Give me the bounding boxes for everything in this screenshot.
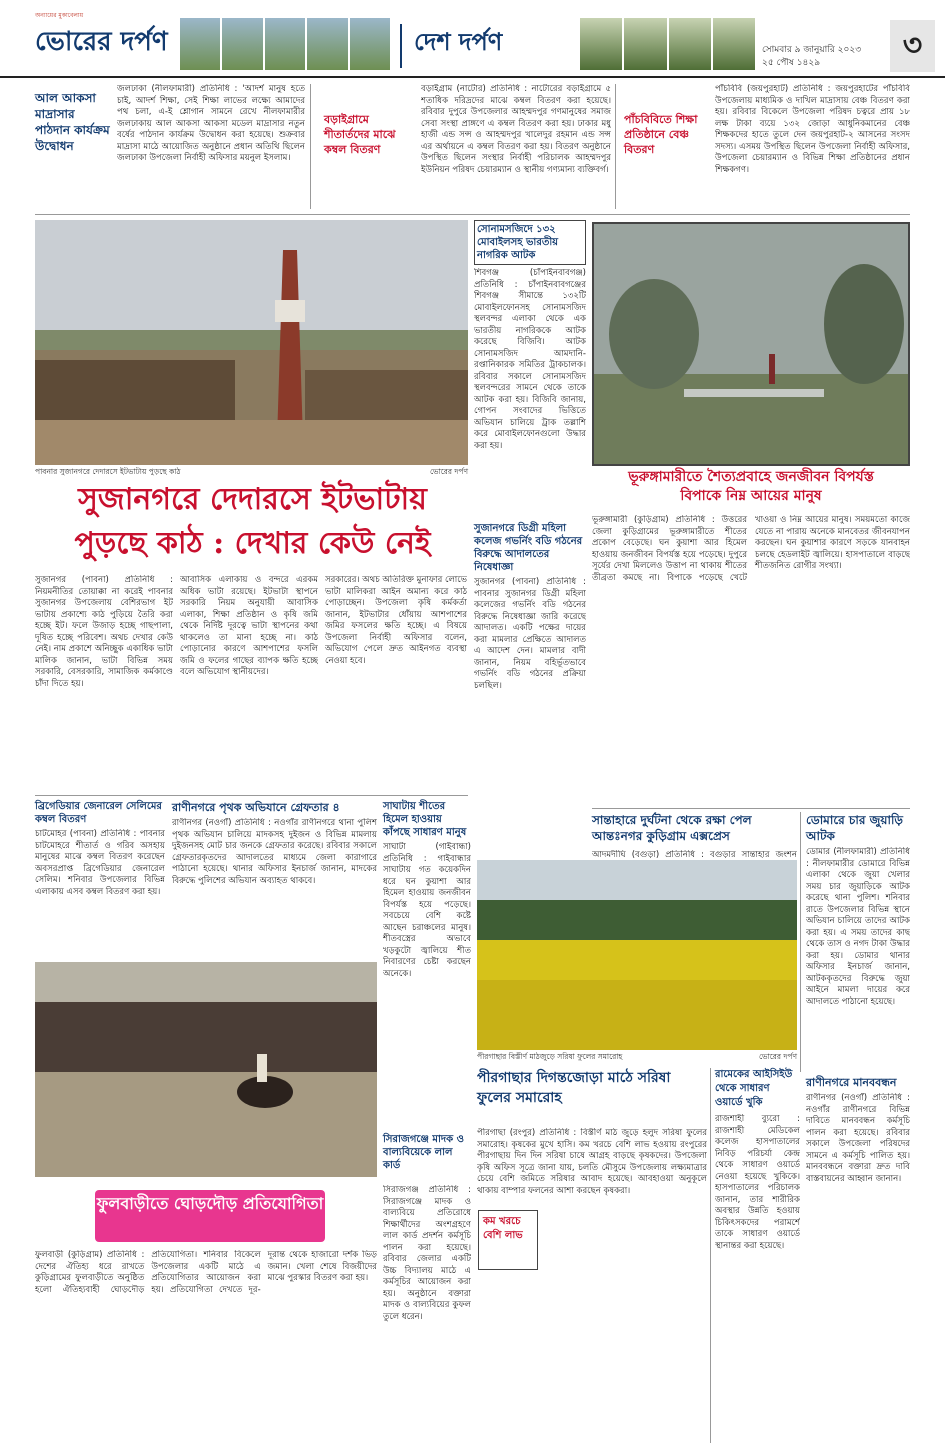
brief-alaksa <box>35 84 305 214</box>
train-body: আদমদীঘি (বগুড়া) প্রতিনিধি : বগুড়ার সান্তাহার জংশন <box>592 850 797 860</box>
article-body: সাঘাটা (গাইবান্ধা) প্রতিনিধি : গাইবান্ধার সাঘাটায় গত কয়েকদিন ধরে ঘন কুয়াশা আর হিমেল হাওয়ায় জনজীবন বিপর্যস্ত হয়ে পড়েছে। সবচেয়ে বেশি কষ্টে আছেন চরাঞ্চলের মানুষ। শীতবস্ত্রের অভাবে খড়কুটো জ্বালিয়ে শীত নিবারণের চেষ্টা করছেন অনেকে। <box>383 842 471 979</box>
horse-race-title-box <box>95 1190 325 1242</box>
siraj-headline <box>383 1133 471 1173</box>
article-title: ডোমারে চার জুয়াড়ি আটক <box>806 813 903 843</box>
newspaper-name: ভোরের দর্পণ <box>35 27 168 57</box>
section-title: দেশ দর্পণ <box>400 24 570 68</box>
column-divider <box>710 1068 711 1443</box>
mustard-photo-caption: পীরগাছার বিস্তীর্ণ মাঠজুড়ে সরিষা ফুলের সমারোহ <box>477 1052 623 1061</box>
pirgacha-headline <box>477 1068 707 1128</box>
mustard-field-photo <box>477 860 797 1050</box>
article-title: পীরগাছার দিগন্তজোড়া মাঠে সরিষা ফুলের সমারোহ <box>477 1070 671 1106</box>
article-chatmohar <box>35 800 165 960</box>
article-title: সুজানগরে ডিগ্রী মহিলা কলেজ গভর্নিং বডি গঠনের বিরুদ্ধে আদালতের নিষেধাজ্ঞা <box>474 523 583 573</box>
column-divider <box>615 84 616 209</box>
lead-headline <box>35 478 470 570</box>
date-gregorian: সোমবার ৯ জানুয়ারি ২০২৩ <box>762 45 862 55</box>
lead-headline-line1: সুজানগরে দেদারসে ইটভাটায় <box>78 482 427 517</box>
article-title: সিরাজগঞ্জে মাদক ও বাল্যবিয়েকে লাল কার্ড <box>383 1134 464 1171</box>
article-title: সোনামসজিদে ১৩২ মোবাইলসহ ভারতীয় নাগরিক আটক <box>474 220 586 265</box>
article-body: রাণীনগর (নওগাঁ) প্রতিনিধি : নওগাঁর রাণীনগরে থানা পুলিশ পৃথক অভিযান চালিয়ে মাদকসহ দুইজন ও বিভিন্ন মামলায় দুইজনসহ মোট চার জনকে গ্রেফতার করেছে। রবিবার সকালে গ্রেফতারকৃতদের আদালতের মাধ্যমে জেলা কারাগারে পাঠানো হয়েছে। থানার অফিসার ইনচার্জ জানান, মাদকের বিরুদ্ধে পুলিশের অভিযান অব্যাহত থাকবে। <box>172 818 377 886</box>
article-body: শিবগঞ্জ (চাঁপাইনবাবগঞ্জ) প্রতিনিধি : চাঁপাইনবাবগঞ্জের শিবগঞ্জ সীমান্তে ১৩২টি মোবাইলফোনসহ সোনামসজিদ স্থলবন্দর এলাকা থেকে এক ভারতীয় নাগরিককে আটক করেছে বিজিবি। আটক সোনামসজিদ আমদানি-রপ্তানিকারক সমিতির ট্রাকচালক। রবিবার সকালে সোনামসজিদ স্থলবন্দরের সামনে থেকে তাকে আটক করা হয়। বিজিবি জানায়, গোপন সংবাদের ভিত্তিতে অভিযান চালিয়ে ট্রাক তল্লাশি করে মোবাইলফোনগুলো উদ্ধার করা হয়। <box>474 268 586 451</box>
article-shaghata <box>383 800 471 1130</box>
horse-race-illustration <box>35 962 377 1177</box>
row-divider <box>592 808 910 809</box>
mustard-field-illustration <box>477 860 797 1050</box>
header-photo-strip <box>180 18 390 70</box>
pirgacha-body: পীরগাছা (রংপুর) প্রতিনিধি : বিস্তীর্ণ মাঠ জুড়ে হলুদ সরিষা ফুলের সমারোহ। কৃষকের মুখে হাসি। কম খরচে বেশি লাভ হওয়ায় রংপুরের পীরগাছায় দিন দিন সরিষা চাষে আগ্রহ বাড়ছে কৃষকদের। উপজেলা কৃষি অফিস সূত্রে জানা যায়, চলতি মৌসুমে উপজেলায় লক্ষ্যমাত্রার চেয়ে বেশি জমিতে সরিষার আবাদ হয়েছে। আবহাওয়া অনুকূলে থাকায় বাম্পার ফলনের আশা করছেন কৃষকরা। <box>477 1128 707 1196</box>
article-rameck <box>715 1068 800 1445</box>
date-bengali: ২৫ পৌষ ১৪২৯ <box>762 58 821 68</box>
brief-title: পাঁচবিবিতে শিক্ষা প্রতিষ্ঠানে বেঞ্চ বিতরণ <box>624 113 698 156</box>
horse-race-photo <box>35 962 377 1177</box>
cold-headline <box>592 468 910 512</box>
brief-title: আল আকসা মাদ্রাসার পাঠদান কার্যক্রম উদ্বোধন <box>35 91 110 153</box>
masthead <box>0 0 945 78</box>
row-divider <box>35 214 910 215</box>
brief-body: জলঢাকা (নীলফামারী) প্রতিনিধি : 'আদর্শ মানুষ হতে চাই, আদর্শ শিক্ষা, সেই শিক্ষা লাভের লক্ষ্যে আমাদের পথ চলা, এ-ই শ্লোগান সামনে রেখে নীলফামারীর জলঢাকায় আল আকসা আকসা মডেল মাদ্রাসার নতুন বর্ষের পাঠদান কার্যক্রম উদ্বোধন করা হয়েছে। শুক্রবার মাদ্রাসা মাঠে আয়োজিত অনুষ্ঠানে প্রধান অতিথি ছিলেন জলঢাকা উপজেলা নির্বাহী অফিসার ময়নুল ইসলাম। <box>117 84 305 163</box>
brief-baraigram <box>316 84 611 214</box>
article-gamblers <box>806 812 910 1072</box>
article-body: ফুলবাড়ী (কুড়িগ্রাম) প্রতিনিধি : দেশের ঐতিহ্য ধরে রাখতে কুড়িগ্রামের ফুলবাড়ীতে অনুষ্ঠিত হলো ঐতিহ্যবাহী ঘোড়দৌড় প্রতিযোগিতা। শনিবার বিকেলে উপজেলার একটি মাঠে এ প্রতিযোগিতার আয়োজন করা হয়। প্রতিযোগিতা দেখতে দূর-দূরান্ত থেকে হাজারো দর্শক ভিড় জমান। খেলা শেষে বিজয়ীদের মাঝে পুরস্কার বিতরণ করা হয়। <box>35 1250 377 1295</box>
article-title: ব্রিগেডিয়ার জেনারেল সেলিমের কম্বল বিতরণ <box>35 801 162 825</box>
brief-title: বড়াইগ্রামে শীতার্তদের মাঝে কম্বল বিতরণ <box>324 113 396 156</box>
article-body: রাজশাহী ব্যুরো : রাজশাহী মেডিকেল কলেজ হাসপাতালের নিবিড় পরিচর্যা কেন্দ্র থেকে সাধারণ ওয়ার্ডে নেওয়া হয়েছে খুকিকে। হাসপাতালের পরিচালক জানান, তার শারীরিক অবস্থার উন্নতি হওয়ায় চিকিৎসকদের পরামর্শে তাকে সাধারণ ওয়ার্ডে স্থানান্তর করা হয়েছে। <box>715 1114 800 1251</box>
train-headline <box>592 812 792 852</box>
lead-body-col2: আবাসিক এলাকায় ও বন্দরে এরকম অধিক ভাটা রয়েছে। ইটভাটা স্থাপনে সরকারি নিয়ম অনুযায়ী আবাসিক এলাকা, শিক্ষা প্রতিষ্ঠান ও কৃষি জমি থেকে নির্দিষ্ট দূরত্বে ভাটা স্থাপনের কথা থাকলেও তা মানা হচ্ছে না। কাঠ পোড়ানোর কারণে আশপাশের ফসলি জমি ও ফলের গাছের ব্যাপক ক্ষতি হচ্ছে বলে অভিযোগ স্থানীয়দের। <box>180 575 318 677</box>
lead-photo-brick-kiln <box>35 220 468 465</box>
lead-body-col1: সুজানগর (পাবনা) প্রতিনিধি : নিয়মনীতির তোয়াক্কা না করেই পাবনার সুজানগর উপজেলায় বেশিরভাগ ইট ভাটায় প্রকাশ্যে কাঠ পুড়িয়ে তৈরি করা হচ্ছে ইট। ফলে উজাড় হচ্ছে গাছপালা, দূষিত হচ্ছে পরিবেশ। অথচ দেখার কেউ নেই। নাম প্রকাশে অনিচ্ছুক একাধিক ভাটা মালিক জানান, ভাটা বিভিন্ন সময় সরকারি, বেসরকারি, সামাজিক কর্মকাণ্ডে চাঁদা দিতে হয়। <box>35 575 173 689</box>
article-sonamasjid <box>474 220 586 520</box>
masthead-tagline: অন্যায়ের মুকাবেলায় <box>35 12 84 19</box>
newspaper-logo <box>35 10 175 65</box>
brick-kiln-illustration <box>35 220 468 465</box>
fog-photo <box>592 222 910 466</box>
brief-body: পাঁচবিবি (জয়পুরহাট) প্রতিনিধি : জয়পুরহাটের পাঁচবিবি উপজেলায় মাধ্যমিক ও দাখিল মাদ্রাসায় বেঞ্চ বিতরণ করা হয়। রবিবার বিকেলে উপজেলা পরিষদ চত্বরে প্রায় ১৮ লক্ষ টাকা ব্যয়ে ১৩২ জোড়া আধুনিকমানের বেঞ্চ শিক্ষকদের হাতে তুলে দেন জয়পুরহাট-২ আসনের সংসদ সদস্য। এসময় উপস্থিত ছিলেন উপজেলা নির্বাহী অফিসার, উপজেলা চেয়ারম্যান ও বিভিন্ন শিক্ষা প্রতিষ্ঠানের প্রধান শিক্ষকগণ। <box>715 84 910 175</box>
cold-body: ভূরুঙ্গামারী (কুড়িগ্রাম) প্রতিনিধি : উত্তরের জেলা কুড়িগ্রামের ভূরুঙ্গামারীতে শীতের প্রকোপ বেড়েছে। ঘন কুয়াশা আর হিমেল হাওয়ায় জনজীবন বিপর্যস্ত হয়ে পড়েছে। দুপুরে সূর্যের দেখা মিললেও উত্তাপ না থাকায় শীতের তীব্রতা কমছে না। বিপাকে পড়েছে খেটে খাওয়া ও নিম্ন আয়ের মানুষ। সময়মতো কাজে যেতে না পারায় অনেকে মানবেতর জীবনযাপন করছেন। ঘন কুয়াশার কারণে সড়কে যানবাহন চলছে হেডলাইট জ্বালিয়ে। হাসপাতালে বাড়ছে শীতজনিত রোগীর সংখ্যা। <box>592 515 910 583</box>
article-body: ডোমার (নীলফামারী) প্রতিনিধি : নীলফামারীর ডোমারে বিভিন্ন এলাকা থেকে জুয়া খেলার সময় চার জুয়াড়িকে আটক করেছে থানা পুলিশ। শনিবার রাতে উপজেলার বিভিন্ন স্থানে অভিযান চালিয়ে তাদের আটক করা হয়। এ সময় তাদের কাছ থেকে তাস ও নগদ টাকা উদ্ধার করা হয়। ডোমার থানার অফিসার ইনচার্জ জানান, আটককৃতদের বিরুদ্ধে জুয়া আইনে মামলা দায়ের করে আদালতে পাঠানো হয়েছে। <box>806 847 910 1007</box>
inset-text: কম খরচে বেশি লাভ <box>483 1216 523 1241</box>
article-horse-race <box>35 1180 377 1445</box>
header-photo-strip-right <box>580 18 755 70</box>
lead-headline-line2: পুড়ছে কাঠ : দেখার কেউ নেই <box>74 526 431 561</box>
article-title: রাণীনগরে মানববন্ধন <box>806 1076 897 1089</box>
mustard-photo-credit: ভোরের দর্পণ <box>758 1052 797 1061</box>
lead-photo-credit: ভোরের দর্পণ <box>429 467 468 476</box>
article-body: রাণীনগর (নওগাঁ) প্রতিনিধি : নওগাঁর রাণীনগরে বিভিন্ন দাবিতে মানববন্ধন কর্মসূচি পালন করা হয়েছে। রবিবার সকালে উপজেলা পরিষদের সামনে এ কর্মসূচি পালিত হয়। মানববন্ধনে বক্তারা দ্রুত দাবি বাস্তবায়নের আহ্বান জানান। <box>806 1093 910 1184</box>
row-divider <box>35 795 468 796</box>
article-raninagar <box>172 800 377 960</box>
lead-photo-caption: পাবনার সুজানগরে দেদারসে ইটভাটায় পুড়ছে কাঠ <box>35 467 181 476</box>
pirgacha-inset <box>478 1210 538 1270</box>
article-title: রাণীনগরে পৃথক অভিযানে গ্রেফতার ৪ <box>172 801 340 814</box>
siraj-body: সিরাজগঞ্জ প্রতিনিধি : সিরাজগঞ্জে মাদক ও বাল্যবিয়ে প্রতিরোধে শিক্ষার্থীদের অংশগ্রহণে লাল কার্ড প্রদর্শন কর্মসূচি পালন করা হয়েছে। রবিবার জেলার একটি উচ্চ বিদ্যালয় মাঠে এ কর্মসূচির আয়োজন করা হয়। অনুষ্ঠানে বক্তারা মাদক ও বাল্যবিয়ের কুফল তুলে ধরেন। <box>383 1185 471 1322</box>
brief-body: বড়াইগ্রাম (নাটোর) প্রতিনিধি : নাটোরের বড়াইগ্রামে ৫ শতাধিক দরিদ্রদের মাঝে কম্বল বিতরণ করা হয়েছে। রবিবার দুপুরে উপজেলার আহম্মদপুর গণমানুষের সমাজ সেবা সংস্থা প্রাঙ্গণে এ কম্বল বিতরণ করা হয়। ঢাকার মধু হাজী এন্ড সন্স ও আহম্মদপুর খালেদুর রহমান এন্ড সন্স এর অর্থায়নে এ কম্বল বিতরণ করা হয়। বিতরণ অনুষ্ঠানে উপস্থিত ছিলেন সংস্থার নির্বাহী পরিচালক আহম্মদপুর ইউনিয়ন পরিষদ চেয়ারম্যান ও স্থানীয় গণ্যমান্য ব্যক্তিবর্গ। <box>421 84 611 175</box>
page-number: ৩ <box>890 20 935 72</box>
cold-headline-line2: বিপাকে নিম্ন আয়ের মানুষ <box>680 488 822 504</box>
article-title: রামেকের আইসিইউ থেকে সাধারণ ওয়ার্ডে খুকি <box>715 1069 793 1108</box>
foggy-field-illustration <box>594 224 910 466</box>
article-body: সুজানগর (পাবনা) প্রতিনিধি : পাবনার সুজানগর ডিগ্রী মহিলা কলেজের গভর্নিং বডি গঠনের বিরুদ্ধে নিষেধাজ্ঞা জারি করেছে আদালত। একটি পক্ষের দায়ের করা মামলার প্রেক্ষিতে আদালত এ আদেশ দেন। মামলার বাদী জানান, নিয়ম বহির্ভূতভাবে গভর্নিং বডি গঠনের প্রক্রিয়া চলছিল। <box>474 577 586 691</box>
brief-panchbibi <box>620 84 910 214</box>
issue-date <box>762 44 882 70</box>
article-title: সাঘাটায় শীতের হিমেল হাওয়ায় কাঁপছে সাধারণ মানুষ <box>383 801 467 838</box>
article-manobbondhon <box>806 1075 910 1445</box>
article-body: চাটমোহর (পাবনা) প্রতিনিধি : পাবনার চাটমোহরে শীতার্ত ও গরিব অসহায় মানুষের মাঝে কম্বল বিতরণ করেছেন অবসরপ্রাপ্ত ব্রিগেডিয়ার জেনারেল সেলিম। শনিবার উপজেলার বিভিন্ন এলাকায় এসব কম্বল বিতরণ করা হয়। <box>35 829 165 897</box>
cold-headline-line1: ভূরুঙ্গামারীতে শৈত্যপ্রবাহে জনজীবন বিপর্যস্ত <box>628 469 874 485</box>
article-title: ফুলবাড়ীতে ঘোড়দৌড় প্রতিযোগিতা <box>96 1194 324 1213</box>
article-college <box>474 522 586 807</box>
column-divider <box>800 812 801 1072</box>
lead-body-col3: সরকারের। অথচ অতিরিক্ত মুনাফার লোভে ভাটা মালিকরা আইন অমান্য করে কাঠ পোড়াচ্ছেন। উপজেলা কৃষি কর্মকর্তা জানান, ইটভাটার ধোঁয়ায় আশপাশের জমির ফসলের ক্ষতি হচ্ছে। এ বিষয়ে উপজেলা নির্বাহী অফিসার বলেন, অভিযোগ পেলে দ্রুত আইনগত ব্যবস্থা নেওয়া হবে। <box>325 575 467 666</box>
column-divider <box>310 84 311 209</box>
article-title: সান্তাহারে দুর্ঘটনা থেকে রক্ষা পেল আন্তঃনগর কুড়িগ্রাম এক্সপ্রেস <box>592 813 752 843</box>
